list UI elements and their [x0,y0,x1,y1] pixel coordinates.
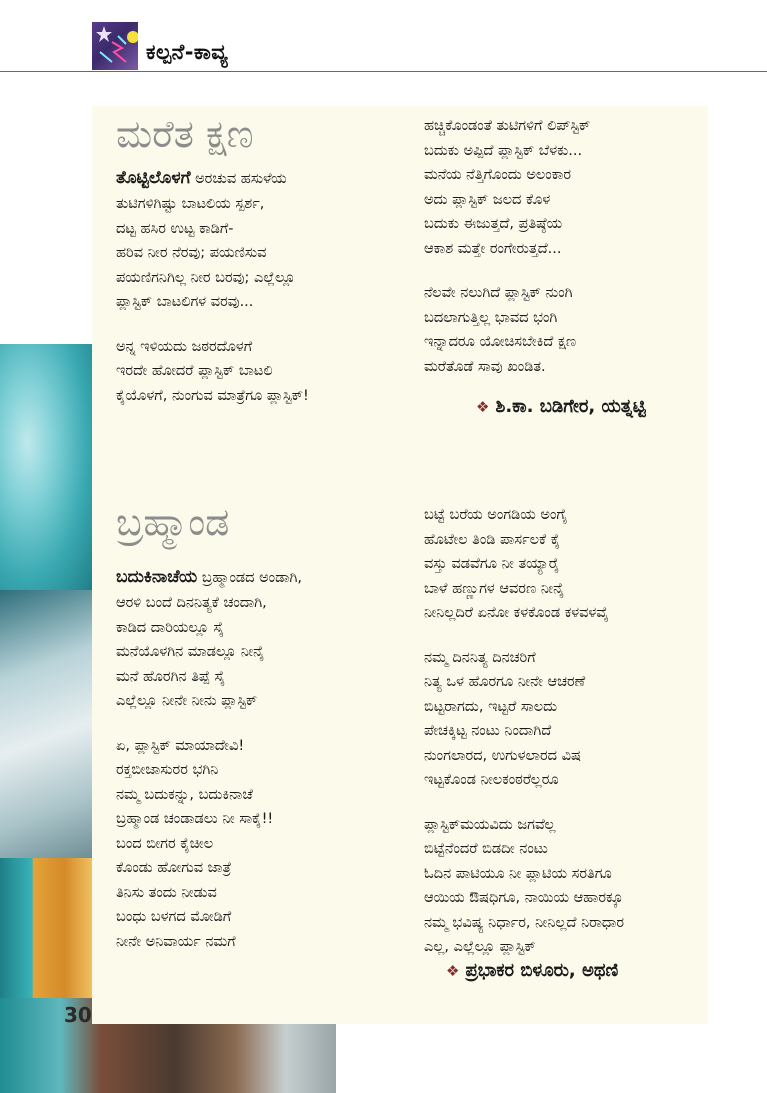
poem-first-line-rest: ಅರಚುವ ಹಸುಳೆಯ [190,171,287,187]
section-title: ಕಲ್ಪನೆ-ಕಾವ್ಯ [146,40,229,64]
poem-line: ನುಂಗಲಾರದ, ಉಗುಳಲಾರದ ವಿಷ [424,747,581,764]
poem-line: ಬಿಟ್ಟರಾಗದು, ಇಟ್ಟರೆ ಸಾಲದು [424,698,558,715]
poem-line: ಕೊಂಡು ಹೋಗುವ ಜಾತ್ರೆ [116,860,232,876]
poem-first-line [116,166,287,192]
poem-line: ಮನೆಯೊಳಗಿನ ಮಾಡಲ್ಲೂ ನೀನೈ [116,644,265,660]
poem-line: ಬಂಧು ಬಳಗದ ಮೋಡಿಗೆ [116,909,232,925]
poem-line: ಪೇಚಕ್ಕಿಟ್ಟ ನಂಟು ನಿಂದಾಗಿದೆ [424,723,552,739]
poem-lead-word: ಬದುಕಿನಾಚೆಯ [116,567,198,587]
poem-line: ಬಟ್ಟೆ ಬರೆಯ ಅಂಗಡಿಯ ಅಂಗೈ [424,507,568,523]
poem-title: ಮರೆತ ಕ್ಷಣ [116,112,254,156]
poem-line: ನೆಲವೇ ನಲುಗಿದೆ ಪ್ಲಾಸ್ಟಿಕ್ ನುಂಗಿ [424,285,573,301]
poem-line: ನಮ್ಮ ಭವಿಷ್ಯ ನಿರ್ಧಾರ, ನೀನಿಲ್ಲದೆ ನಿರಾಧಾರ [424,914,625,931]
poem-line: ಹೊಟೇಲ ತಿಂಡಿ ಪಾರ್ಸಲಕೆ ಕೈ [424,531,561,548]
stanza-gap [424,793,624,813]
author-name: ಪ್ರಭಾಕರ ಬಿಳೂರು, ಅಥಣಿ [465,960,619,981]
poem-line: ಏ, ಪ್ಲಾಸ್ಟಿಕ್ ಮಾಯಾದೇವಿ! [116,737,245,754]
poem-line: ಹರಿವ ನೀರ ನೆರವು; ಪಯಣಿಸುವ [116,245,267,261]
poem-lead-word: ತೊಟ್ಟಿಲೊಳಗೆ [116,168,191,188]
poem-line: ಅದು ಪ್ಲಾಸ್ಟಿಕ್ ಜಲದ ಕೊಳ [424,191,551,208]
poem-line: ವಸ್ತು ವಡವೆಗೂ ನೀ ತಯ್ಯಾರೈ [424,556,560,572]
poem-line: ಬಿಟ್ಟೆನೆಂದರೆ ಬಿಡದೀ ನಂಟು [424,841,548,857]
page-number: 30 [64,1003,92,1027]
poem-line: ಹಚ್ಚಿಕೊಂಡಂತೆ ತುಟಿಗಳಿಗೆ ಲಿಪ್‌ಸ್ಟಿಕ್ [424,118,591,134]
poem-line: ಬ್ರಹ್ಮಾಂಡ ಚಂಡಾಡಲು ನೀ ಸಾಕೈ!! [116,811,274,827]
poem-line: ಇರದೇ ಹೋದರೆ ಪ್ಲಾಸ್ಟಿಕ್ ಬಾಟಲಿ [116,363,273,379]
poem-line: ಪ್ಲಾಸ್ಟಿಕ್‌ಮಯವಿದು ಜಗವೆಲ್ಲ [424,816,556,833]
bullet-icon: ❖ [476,398,490,416]
stanza-gap [424,261,590,281]
poem-line: ಪಯಣಿಗನಿಗಿಲ್ಲ ನೀರ ಬರವು; ಎಲ್ಲೆಲ್ಲೂ [116,269,296,286]
poem-line: ಬಂದ ಬೀಗರ ಕೈಚೀಲ [116,835,214,852]
poem-line: ಆರಳಿ ಬಂದೆ ದಿನನಿತ್ಯಕೆ ಚಂದಾಗಿ, [116,595,267,611]
bullet-icon: ❖ [446,962,460,980]
poem-line: ನೀನಿಲ್ಲದಿರೆ ಏನೋ ಕಳಕೊಂಡ ಕಳವಳವೈ [424,605,609,621]
poem-line: ಎಲ್ಲೆಲ್ಲೂ ನೀನೇ ನೀನು ಪ್ಲಾಸ್ಟಿಕ್ [116,693,258,709]
poem-left-column [116,192,309,408]
poem-title: ಬ್ರಹ್ಮಾಂಡ [116,500,230,544]
poem-line: ಪ್ಲಾಸ್ಟಿಕ್ ಬಾಟಲಿಗಳ ವರವು... [116,294,254,310]
poem-line: ಬದುಕು ಈಜುತ್ತದೆ, ಪ್ರತಿಷ್ಠೆಯ [424,216,563,232]
poem-first-line-rest: ಬ್ರಹ್ಮಾಂಡದ ಅಂಡಾಗಿ, [197,570,302,586]
poem-line: ಅನ್ನ ಇಳಿಯದು ಜಠರದೊಳಗೆ [116,338,253,355]
poem-line: ಕೈಯೊಳಗೆ, ನುಂಗುವ ಮಾತ್ರೆಗೂ ಪ್ಲಾಸ್ಟಿಕ್! [116,387,309,404]
poem-line: ನಮ್ಮ ಬದುಕನ್ನು, ಬದುಕಿನಾಚೆ [116,786,253,803]
poem-line: ಬದುಕು ಅಪ್ಪಿದೆ ಪ್ಲಾಸ್ಟಿಕ್ ಬೆಳಕು... [424,142,583,159]
poem-right-column [424,503,624,960]
poem-line: ಎಲ್ಲ, ಎಲ್ಲೆಲ್ಲೂ ಪ್ಲಾಸ್ಟಿಕ್ [424,939,536,955]
author-name: ಶಿ.ಕಾ. ಬಡಿಗೇರ, ಯತ್ನಟ್ಟಿ [495,396,646,417]
poem-line: ಬದಲಾಗುತ್ತಿಲ್ಲ ಭಾವದ ಭಂಗಿ [424,309,558,326]
poem-line: ಬಾಳೆ ಹಣ್ಣುಗಳ ಆವರಣ ನೀನೈ [424,580,565,597]
poem-line: ನೀನೇ ಅನಿವಾರ್ಯ ನಮಗೆ [116,933,236,950]
poem-line: ಕಾಡಿದ ದಾರಿಯಲ್ಲೂ ಸೈ [116,619,225,636]
stanza-gap [424,626,624,646]
poem-line: ಓದಿನ ಪಾಟಿಯೂ ನೀ ಪ್ಲಾಟಿಯ ಸರತಿಗೂ [424,865,612,882]
header-divider [0,71,767,72]
poem-first-line [116,565,302,591]
stanza-gap [116,714,273,734]
decorative-art-strip [0,344,92,590]
poem-author [476,396,646,417]
poem-line: ಇನ್ನಾದರೂ ಯೋಚಿಸಬೇಕಿದೆ ಕ್ಷಣ [424,334,577,350]
poem-left-column [116,591,273,954]
poem-line: ತುಟಿಗಳಿಗಿಷ್ಟು ಬಾಟಲಿಯ ಸ್ಪರ್ಶ, [116,196,265,212]
poem-right-column [424,114,590,379]
poem-line: ಇಟ್ಟಕೊಂಡ ನೀಲಕಂಠರೆಲ್ಲರೂ [424,772,559,788]
poem-line: ಆಯಿಯ ಔಷಧಿಗೂ, ನಾಯಿಯ ಆಹಾರಕ್ಕೂ [424,890,624,906]
poem-line: ಮನೆ ಹೊರಗಿನ ತಿಪ್ಪೆ ಸೈ [116,668,226,685]
poem-line: ರಕ್ತಬೀಜಾಸುರರ ಭಗಿನಿ [116,762,219,778]
poem-line: ಆಕಾಶ ಮತ್ತೇ ರಂಗೇರುತ್ತದೆ... [424,240,562,257]
decorative-art-strip [0,858,92,998]
poem-line: ನಮ್ಮ ದಿನನಿತ್ಯ ದಿನಚರಿಗೆ [424,649,536,666]
decorative-art-strip [0,590,92,858]
section-logo-icon [92,22,138,70]
stanza-gap [116,315,309,335]
poem-line: ನಿತ್ಯ ಒಳ ಹೊರಗೂ ನೀನೇ ಆಚರಣೆ [424,674,586,690]
poem-line: ದಟ್ಟ ಹಸಿರ ಉಟ್ಟ ಕಾಡಿಗೆ- [116,220,234,237]
poem-line: ಮರೆತೊಡೆ ಸಾವು ಖಂಡಿತ. [424,358,546,375]
poem-line: ತಿನಿಸು ತಂದು ನೀಡುವ [116,884,217,901]
poem-author [446,960,618,981]
poem-line: ಮನೆಯ ನೆತ್ತಿಗೊಂದು ಅಲಂಕಾರ [424,167,572,183]
page-header [0,0,767,74]
